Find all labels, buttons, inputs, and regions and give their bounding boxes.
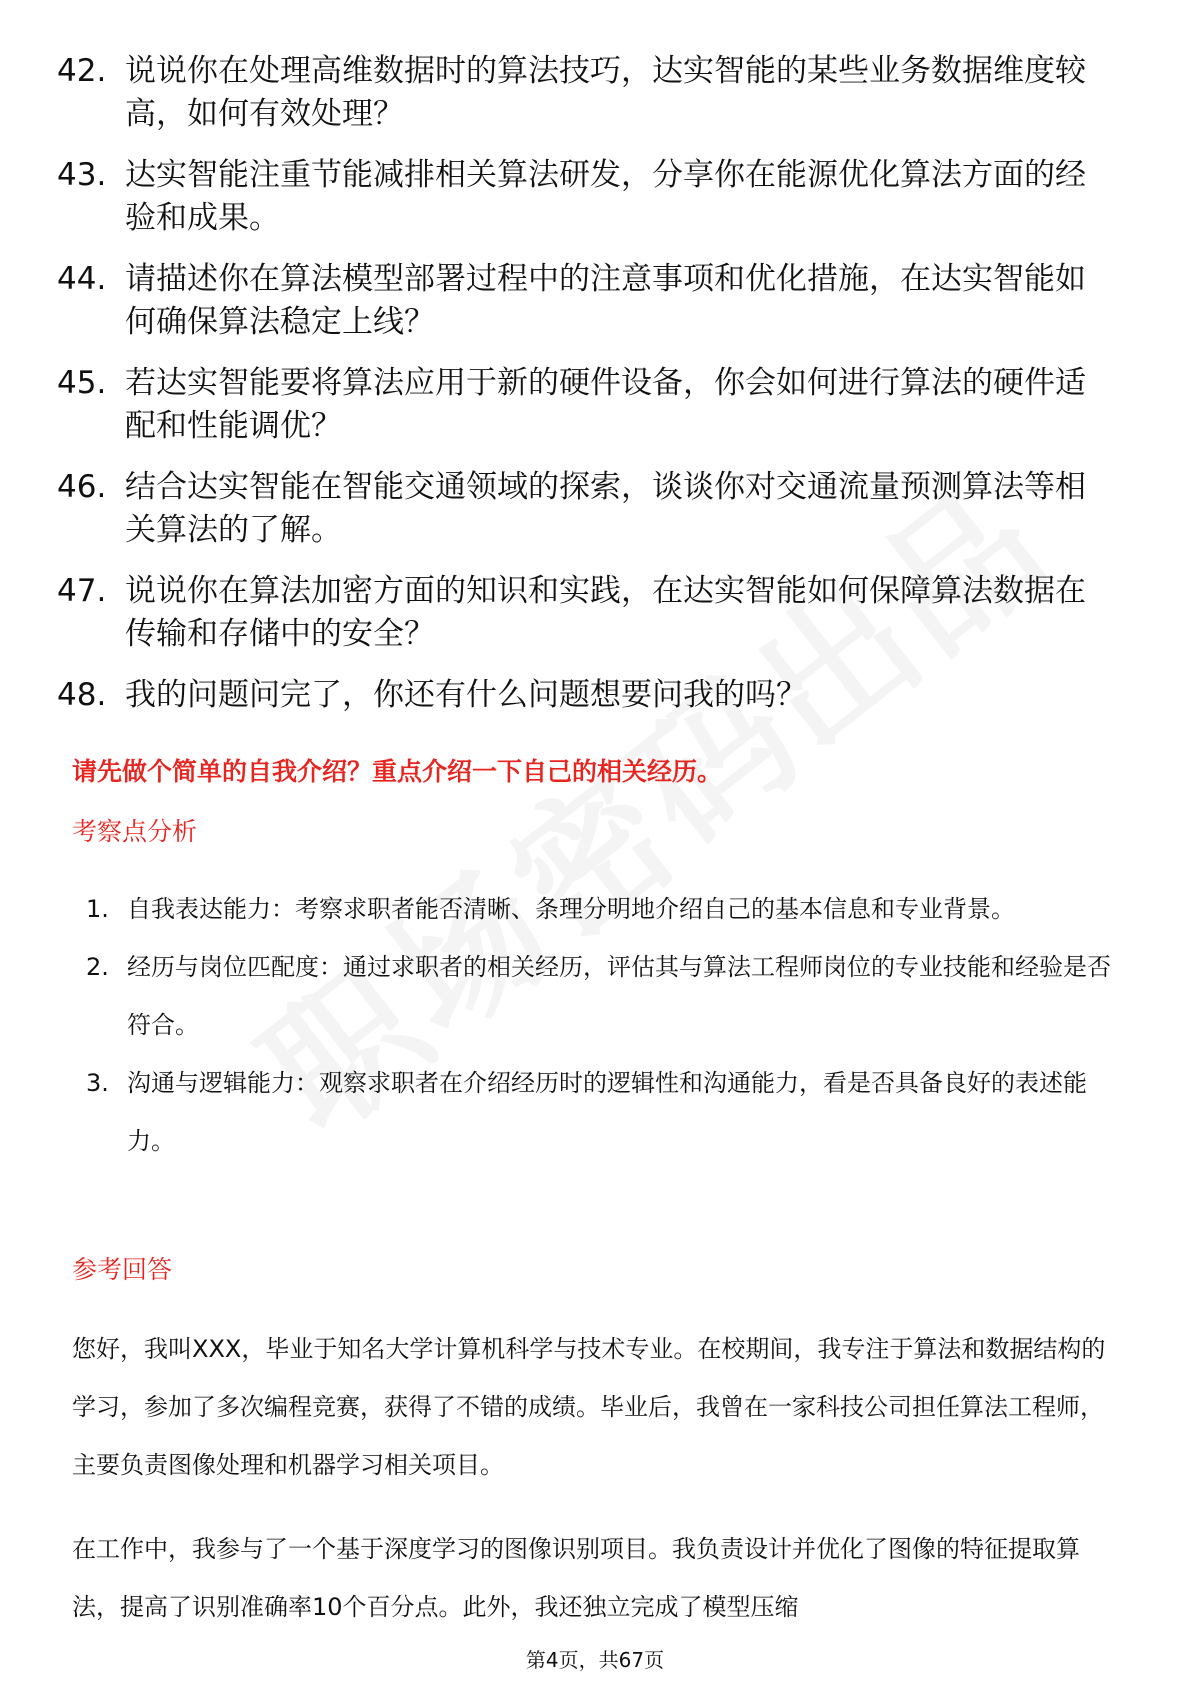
section-question: 请先做个简单的自我介绍？重点介绍一下自己的相关经历。 [72, 757, 723, 786]
analysis-text: 沟通与逻辑能力：观察求职者在介绍经历时的逻辑性和沟通能力，看是否具备良好的表述能力。 [127, 1069, 1087, 1155]
question-number: 44. [57, 261, 107, 297]
analysis-text: 经历与岗位匹配度：通过求职者的相关经历，评估其与算法工程师岗位的专业技能和经验是否符合。 [127, 953, 1111, 1039]
question-item [57, 258, 1137, 344]
question-number: 48. [57, 677, 107, 713]
question-text: 说说你在算法加密方面的知识和实践，在达实智能如何保障算法数据在传输和存储中的安全？ [125, 573, 1086, 652]
question-number: 43. [57, 157, 107, 193]
analysis-text: 自我表达能力：考察求职者能否清晰、条理分明地介绍自己的基本信息和专业背景。 [127, 895, 1015, 923]
question-item [57, 570, 1137, 656]
question-text: 若达实智能要将算法应用于新的硬件设备，你会如何进行算法的硬件适配和性能调优？ [125, 365, 1086, 444]
question-item [57, 362, 1137, 448]
question-number: 46. [57, 469, 107, 505]
analysis-list [86, 880, 1116, 1170]
analysis-item [86, 938, 1116, 1054]
question-text: 我的问题问完了，你还有什么问题想要问我的吗？ [125, 677, 807, 713]
question-item [57, 50, 1137, 136]
analysis-title: 考察点分析 [72, 817, 198, 846]
question-number: 45. [57, 365, 107, 401]
question-text: 请描述你在算法模型部署过程中的注意事项和优化措施，在达实智能如何确保算法稳定上线？ [125, 261, 1086, 340]
answer-title: 参考回答 [72, 1255, 173, 1284]
question-item [57, 154, 1137, 240]
answer-paragraph: 您好，我叫XXX，毕业于知名大学计算机科学与技术专业。在校期间，我专注于算法和数据结构的学习，参加了多次编程竞赛，获得了不错的成绩。毕业后，我曾在一家科技公司担任算法工程师，主要负责图像处理和机器学习相关项目。 [72, 1335, 1106, 1479]
question-number: 42. [57, 53, 107, 89]
page-footer: 第4页，共67页 [525, 1648, 665, 1672]
analysis-number: 2. [86, 953, 109, 981]
analysis-item [86, 880, 1116, 938]
question-text: 结合达实智能在智能交通领域的探索，谈谈你对交通流量预测算法等相关算法的了解。 [125, 469, 1086, 548]
question-item [57, 466, 1137, 552]
analysis-number: 1. [86, 895, 109, 923]
question-item [57, 674, 1137, 717]
question-number: 47. [57, 573, 107, 609]
analysis-item [86, 1054, 1116, 1170]
question-text: 达实智能注重节能减排相关算法研发，分享你在能源优化算法方面的经验和成果。 [125, 157, 1086, 236]
answer-paragraph: 在工作中，我参与了一个基于深度学习的图像识别项目。我负责设计并优化了图像的特征提取算法，提高了识别准确率10个百分点。此外，我还独立完成了模型压缩 [72, 1535, 1080, 1621]
question-text: 说说你在处理高维数据时的算法技巧，达实智能的某些业务数据维度较高，如何有效处理？ [125, 53, 1086, 132]
analysis-number: 3. [86, 1069, 109, 1097]
question-list [57, 50, 1137, 735]
